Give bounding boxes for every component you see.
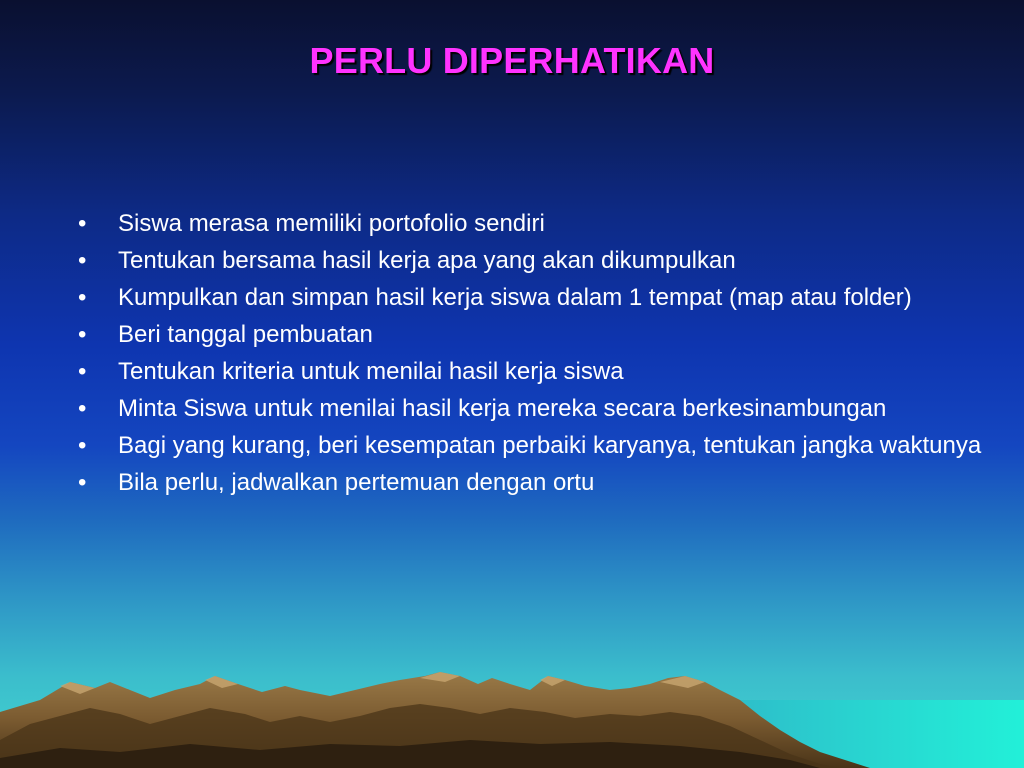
bullet-icon: • xyxy=(78,432,87,459)
bullet-text: Bagi yang kurang, beri kesempatan perbaiki karyanya, tentukan jangka waktunya xyxy=(118,432,982,459)
bullet-icon: • xyxy=(78,358,87,385)
bullet-text: Bila perlu, jadwalkan pertemuan dengan ortu xyxy=(118,469,595,496)
bullet-icon: • xyxy=(78,247,87,274)
bullet-text: Beri tanggal pembuatan xyxy=(118,321,373,348)
slide-title: PERLU DIPERHATIKAN xyxy=(309,40,715,81)
bullet-icon: • xyxy=(78,395,87,422)
bullet-icon: • xyxy=(78,210,87,237)
bullet-text: Minta Siswa untuk menilai hasil kerja mereka secara berkesinambungan xyxy=(118,395,887,422)
bullet-text: Tentukan bersama hasil kerja apa yang akan dikumpulkan xyxy=(118,247,736,274)
bullet-icon: • xyxy=(78,284,87,311)
bullet-text: Kumpulkan dan simpan hasil kerja siswa dalam 1 tempat (map atau folder) xyxy=(118,284,912,311)
bullet-text: Siswa merasa memiliki portofolio sendiri xyxy=(118,210,545,237)
bullet-icon: • xyxy=(78,469,87,496)
bullet-icon: • xyxy=(78,321,87,348)
bullet-text: Tentukan kriteria untuk menilai hasil kerja siswa xyxy=(118,358,624,385)
